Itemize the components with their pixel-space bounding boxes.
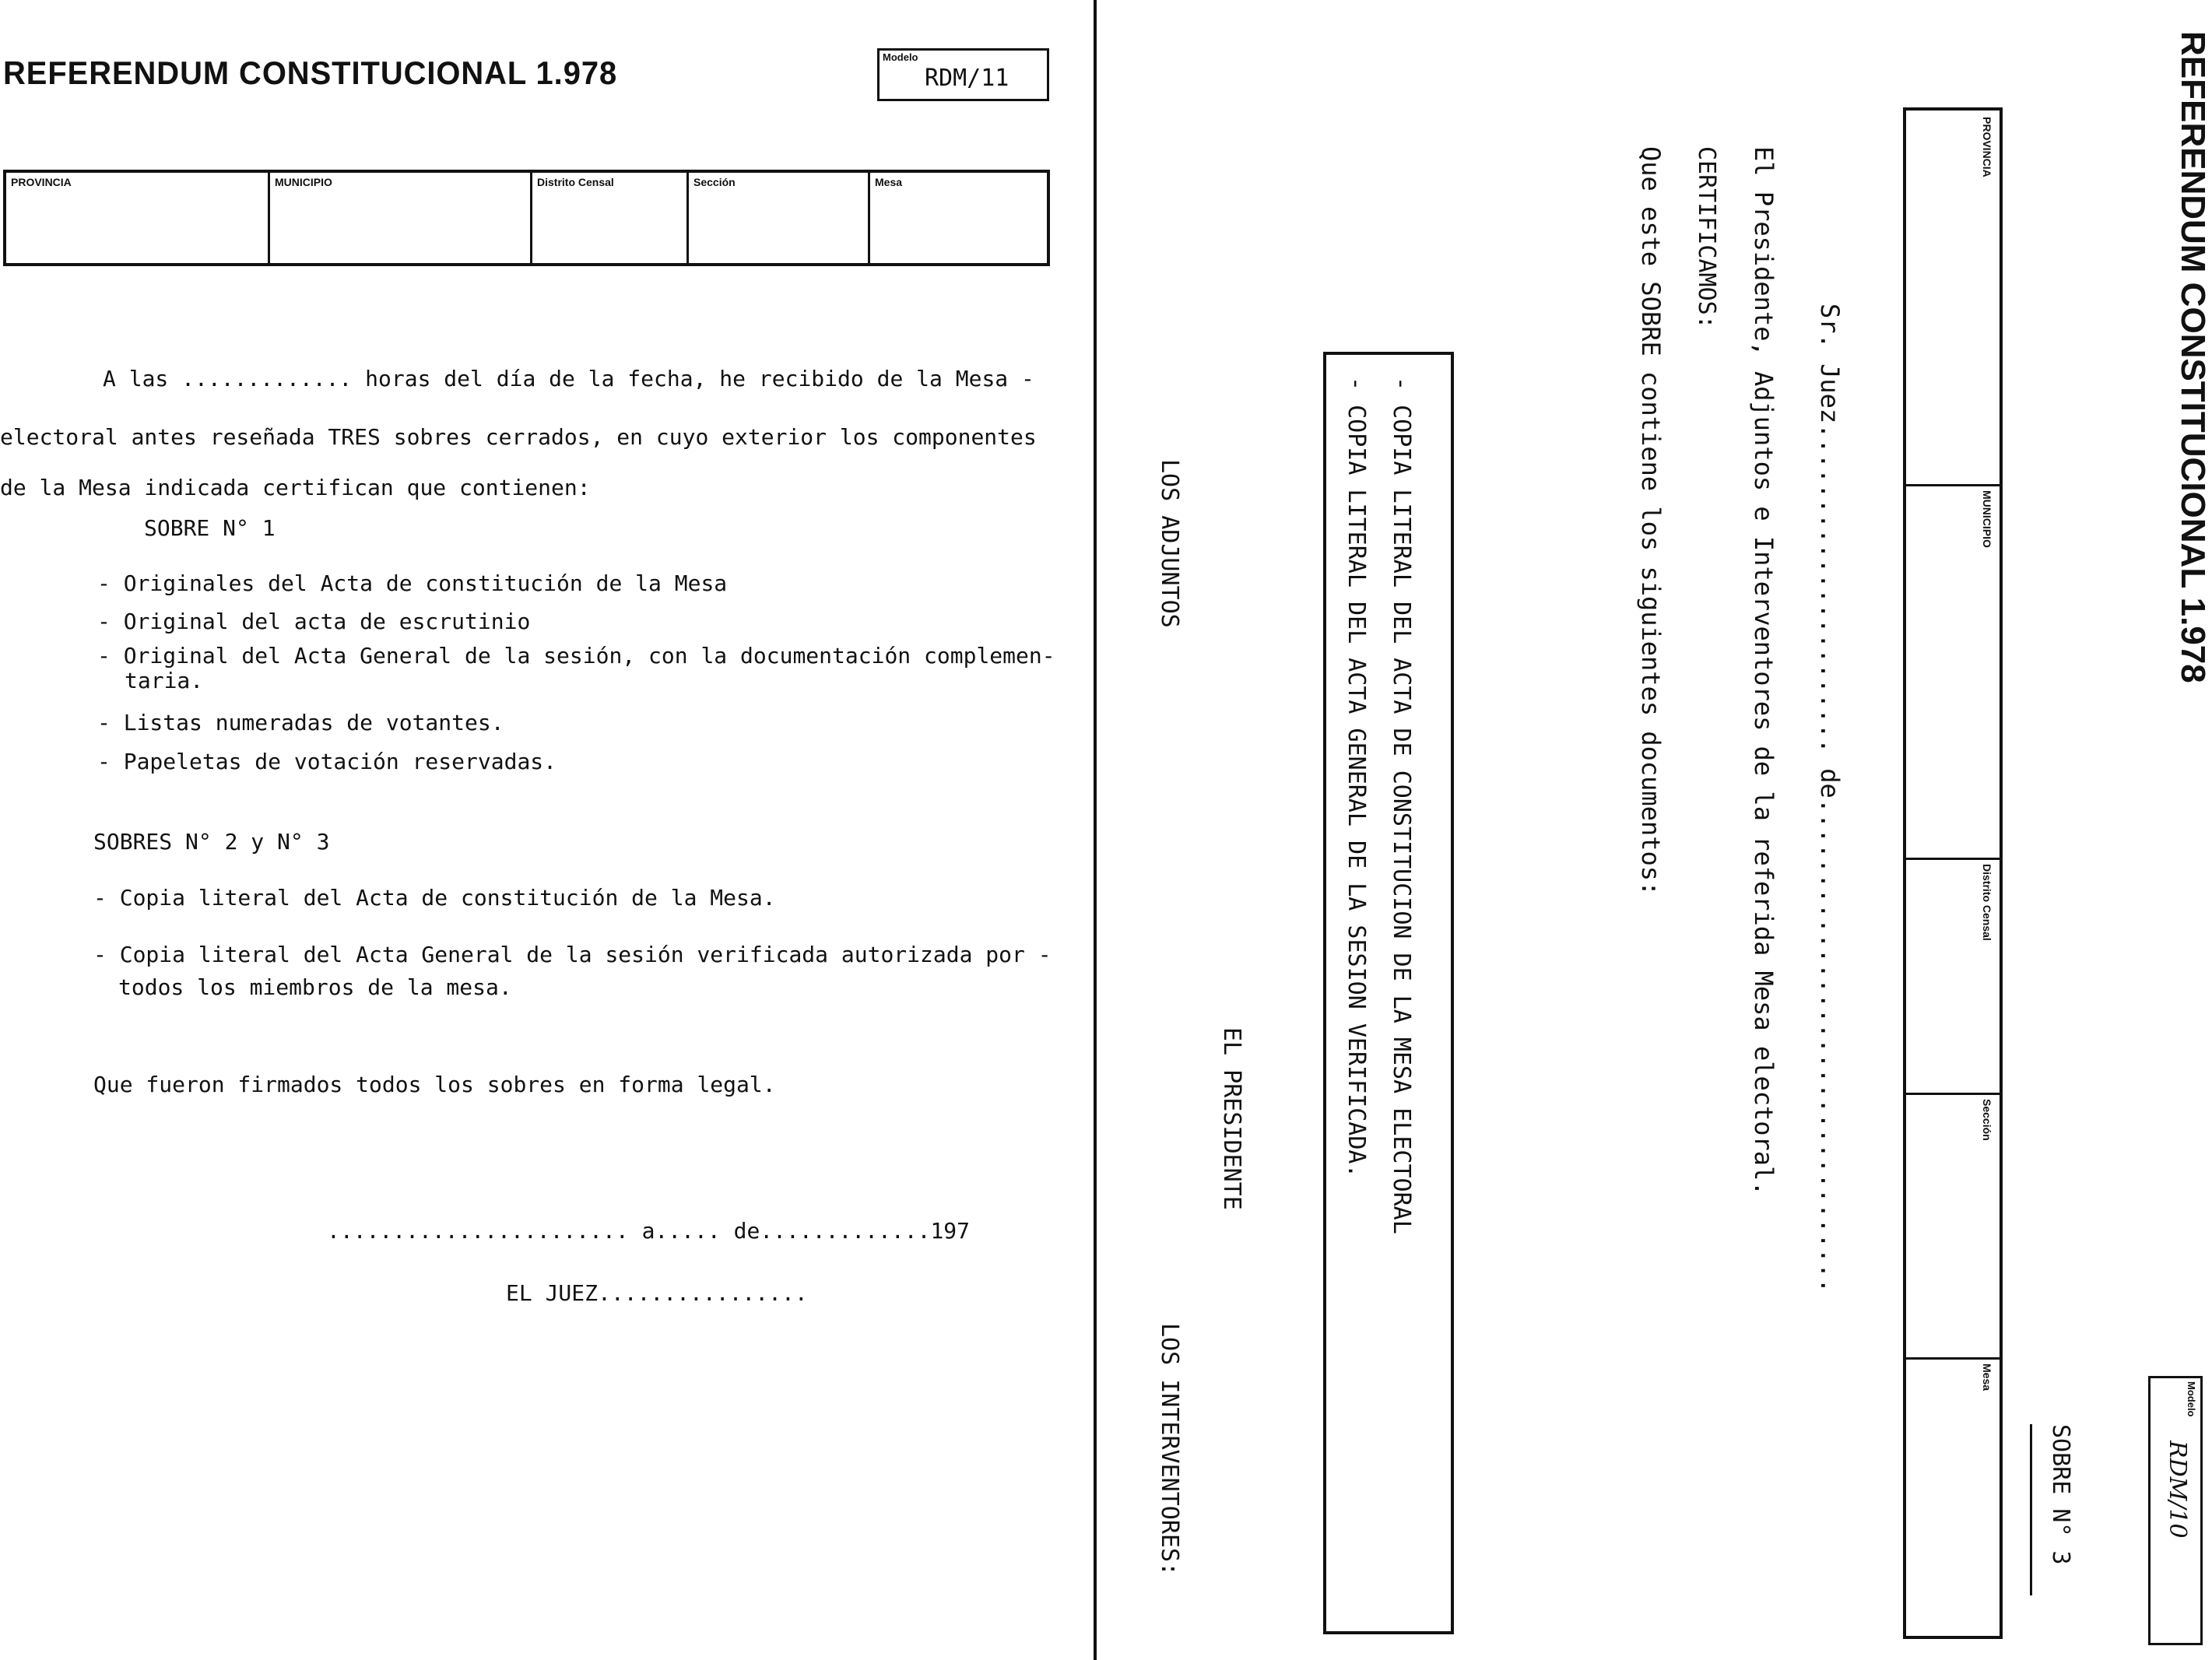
sobre1-heading: SOBRE N° 1 <box>144 515 276 541</box>
intro-line: El Presidente, Adjuntos e Interventores de la referida Mesa electoral. <box>1749 146 1778 1196</box>
sobre1-item: - Originales del Acta de constitución de la Mesa <box>97 570 728 596</box>
sobre23-item: - Copia literal del Acta General de la sesión verificada autorizada por - <box>93 942 1052 967</box>
page-divider <box>1094 0 1097 1660</box>
sobre-label: SOBRE N° 3 <box>2047 1424 2074 1565</box>
right-field-municipio[interactable]: MUNICIPIO <box>1906 484 2000 860</box>
right-title: REFERENDUM CONSTITUCIONAL 1.978 <box>2174 31 2212 683</box>
right-modelo-label: Modelo <box>2186 1381 2197 1417</box>
date-line: ....................... a..... de.............197 <box>327 1218 971 1244</box>
left-field-municipio[interactable]: MUNICIPIO <box>270 173 532 263</box>
addressee-line: Sr. Juez...................... de................................. <box>1815 304 1845 1293</box>
sobre23-heading: SOBRES N° 2 y N° 3 <box>93 829 330 855</box>
left-field-provincia[interactable]: PROVINCIA <box>6 173 270 263</box>
right-modelo-value: RDM/10 <box>2164 1441 2191 1539</box>
right-field-distrito[interactable]: Distrito Censal <box>1906 858 2000 1095</box>
left-modelo-label: Modelo <box>883 51 918 63</box>
left-location-table <box>3 170 1050 266</box>
right-field-mesa[interactable]: Mesa <box>1981 1363 1993 1392</box>
sobre1-item: - Listas numeradas de votantes. <box>97 710 504 735</box>
left-title: REFERENDUM CONSTITUCIONAL 1.978 <box>3 54 618 91</box>
closing-text: Que fueron firmados todos los sobres en forma legal. <box>93 1072 776 1097</box>
left-field-distrito[interactable]: Distrito Censal <box>532 173 689 263</box>
sobre1-item: taria. <box>125 668 204 693</box>
sobre1-item: - Original del acta de escrutinio <box>97 609 531 634</box>
sobre23-item: - Copia literal del Acta de constitución de la Mesa. <box>93 885 776 911</box>
right-field-provincia[interactable]: PROVINCIA <box>1906 111 2000 486</box>
para1-line3: de la Mesa indicada certifican que contienen: <box>0 475 591 500</box>
sobre23-item: todos los miembros de la mesa. <box>118 974 512 1000</box>
right-modelo-box <box>2148 1376 2203 1645</box>
sobre1-item: - Original del Acta General de la sesión, con la documentación complemen- <box>97 643 1055 669</box>
certificamos: CERTIFICAMOS: <box>1693 146 1720 329</box>
sobre1-item: - Papeletas de votación reservadas. <box>97 749 557 774</box>
box-item: - COPIA LITERAL DEL ACTA GENERAL DE LA SESION VERIFICADA. <box>1343 377 1370 1178</box>
judge-signature: EL JUEZ................ <box>506 1280 808 1306</box>
interventores-signature: LOS INTERVENTORES: <box>1156 1323 1183 1577</box>
sobre-label-underline <box>2030 1424 2032 1595</box>
right-field-seccion[interactable]: Sección <box>1906 1093 2000 1360</box>
left-modelo-value: RDM/11 <box>925 65 1009 92</box>
adjuntos-signature: LOS ADJUNTOS <box>1156 459 1183 628</box>
contains-line: Que este SOBRE contiene los siguientes documentos: <box>1636 146 1666 897</box>
left-field-mesa[interactable]: Mesa <box>875 176 903 188</box>
para1-line2: electoral antes reseñada TRES sobres cerrados, en cuyo exterior los componentes <box>0 424 1037 450</box>
presidente-signature: EL PRESIDENTE <box>1218 1027 1245 1210</box>
box-item: - COPIA LITERAL DEL ACTA DE CONSTITUCION DE LA MESA ELECTORAL <box>1388 377 1415 1234</box>
left-page <box>0 0 1090 1660</box>
right-location-table <box>1903 107 2003 1639</box>
left-modelo-box <box>877 48 1049 101</box>
para1-line1: A las ............. horas del día de la fecha, he recibido de la Mesa - <box>103 366 1034 391</box>
left-field-seccion[interactable]: Sección <box>689 173 870 263</box>
